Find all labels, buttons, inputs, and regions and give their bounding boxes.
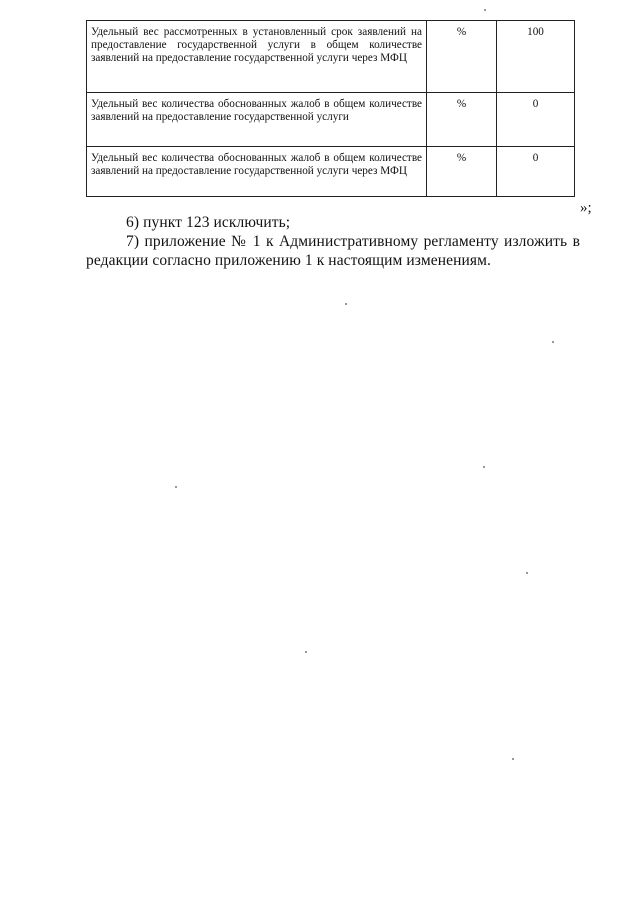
unit-cell: %	[427, 147, 497, 197]
value-cell: 0	[497, 93, 575, 147]
indicators-table	[86, 20, 575, 197]
scan-speck	[512, 758, 514, 760]
scan-speck	[175, 486, 177, 488]
indicator-name-cell: Удельный вес рассмотренных в установленный срок заявлений на предоставление государственной услуги в общем количестве заявлений на предоставление государственной услуги через МФЦ	[87, 21, 427, 93]
scan-speck	[345, 303, 347, 305]
indicator-name-cell: Удельный вес количества обоснованных жалоб в общем количестве заявлений на предоставление государственной услуги	[87, 93, 427, 147]
table-row	[87, 93, 575, 147]
table-row	[87, 21, 575, 93]
value-cell: 0	[497, 147, 575, 197]
paragraph-item-7: 7) приложение № 1 к Административному регламенту изложить в редакции согласно приложению 1 к настоящим изменениям.	[86, 233, 580, 269]
closing-quote: »;	[580, 200, 592, 216]
unit-cell: %	[427, 93, 497, 147]
value-cell: 100	[497, 21, 575, 93]
scan-speck	[305, 651, 307, 653]
unit-cell: %	[427, 21, 497, 93]
scan-speck	[526, 572, 528, 574]
scan-speck	[483, 466, 485, 468]
scan-speck	[484, 9, 486, 11]
paragraph-item-6: 6) пункт 123 исключить;	[126, 214, 291, 231]
scan-speck	[552, 341, 554, 343]
table-row	[87, 147, 575, 197]
indicator-name-cell: Удельный вес количества обоснованных жалоб в общем количестве заявлений на предоставление государственной услуги через МФЦ	[87, 147, 427, 197]
